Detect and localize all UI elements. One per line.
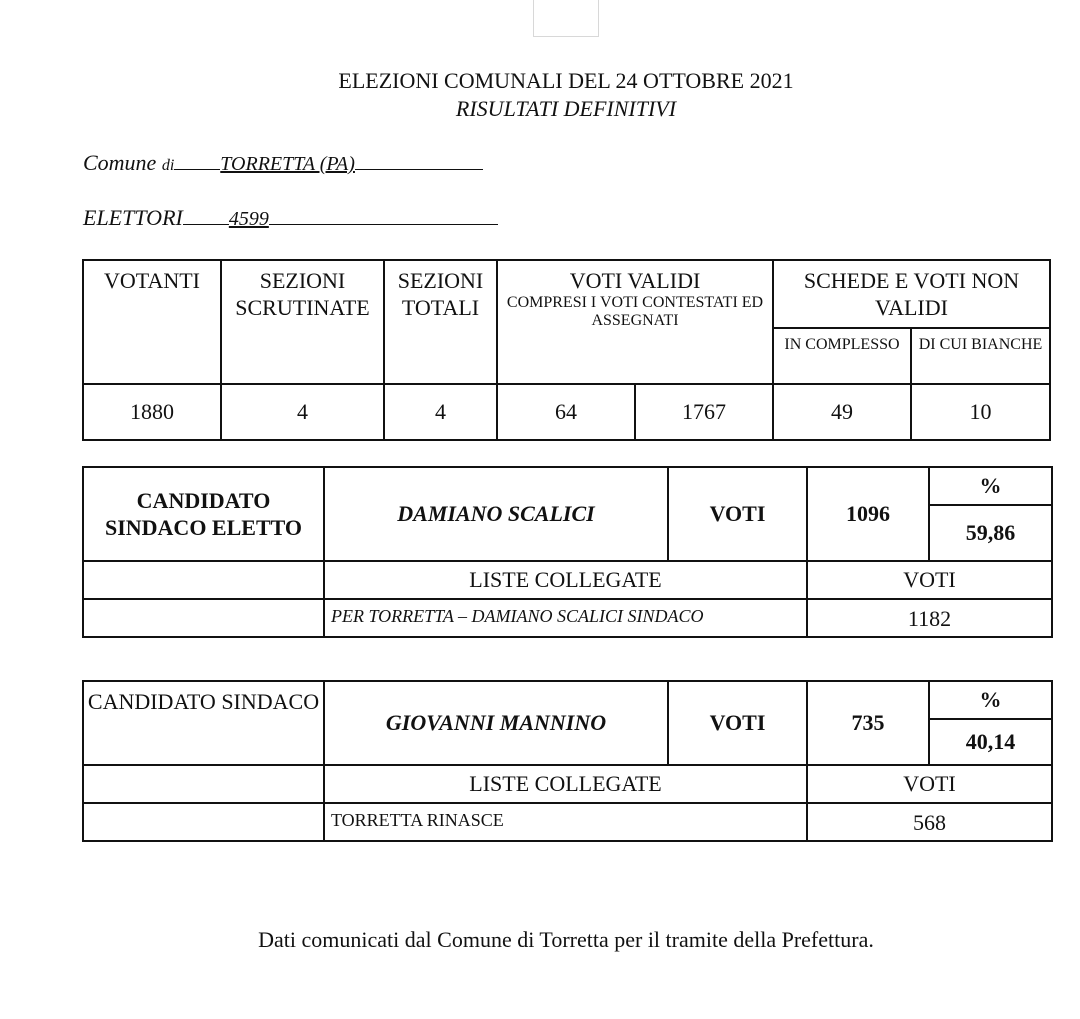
document-subtitle: RISULTATI DEFINITIVI xyxy=(455,96,677,121)
candidate-name: DAMIANO SCALICI xyxy=(324,467,668,561)
voti-validi-note: COMPRESI I VOTI CONTESTATI ED ASSEGNATI xyxy=(506,294,764,329)
voti-validi-title: VOTI VALIDI xyxy=(569,268,701,293)
in-complesso-header: IN COMPLESSO xyxy=(773,328,911,384)
candidate-label: CANDIDATO SINDACO ELETTO xyxy=(83,467,324,561)
comune-value: TORRETTA (PA) xyxy=(220,153,355,175)
liste-voti-header: VOTI xyxy=(807,561,1052,599)
schede-non-validi-header: SCHEDE E VOTI NON VALIDI xyxy=(773,260,1050,328)
candidate-voti-label: VOTI xyxy=(668,467,807,561)
elettori-field xyxy=(83,205,498,231)
candidate-label: CANDIDATO SINDACO xyxy=(83,681,324,765)
candidate-name: GIOVANNI MANNINO xyxy=(324,681,668,765)
liste-collegate-header: LISTE COLLEGATE xyxy=(324,561,807,599)
comune-label: Comune xyxy=(83,150,157,175)
in-complesso-value: 49 xyxy=(773,384,911,440)
candidate-table-1 xyxy=(82,466,1053,638)
voti-validi-value-b: 1767 xyxy=(635,384,773,440)
voti-validi-header xyxy=(497,260,773,384)
percent-value: 59,86 xyxy=(929,505,1052,561)
sezioni-totali-header: SEZIONI TOTALI xyxy=(384,260,497,384)
di-cui-bianche-value: 10 xyxy=(911,384,1050,440)
candidate-table-2 xyxy=(82,680,1053,842)
empty-cell xyxy=(83,599,324,637)
page-tab xyxy=(533,0,599,37)
candidate-votes: 735 xyxy=(807,681,929,765)
comune-di: di xyxy=(161,157,175,174)
percent-label: % xyxy=(929,681,1052,719)
elettori-value: 4599 xyxy=(228,208,269,230)
candidate-votes: 1096 xyxy=(807,467,929,561)
list-votes: 1182 xyxy=(807,599,1052,637)
comune-field xyxy=(83,150,483,176)
percent-value: 40,14 xyxy=(929,719,1052,765)
candidate-voti-label: VOTI xyxy=(668,681,807,765)
liste-collegate-header: LISTE COLLEGATE xyxy=(324,765,807,803)
footer-note: Dati comunicati dal Comune di Torretta per il tramite della Prefettura. xyxy=(258,927,874,952)
empty-cell xyxy=(83,765,324,803)
summary-table xyxy=(82,259,1051,441)
liste-voti-header: VOTI xyxy=(807,765,1052,803)
votanti-value: 1880 xyxy=(83,384,221,440)
percent-label: % xyxy=(929,467,1052,505)
sezioni-scrutinate-header: SEZIONI SCRUTINATE xyxy=(221,260,384,384)
list-name: TORRETTA RINASCE xyxy=(324,803,807,841)
elettori-label: ELETTORI xyxy=(83,205,183,230)
votanti-header: VOTANTI xyxy=(83,260,221,384)
document-title: ELEZIONI COMUNALI DEL 24 OTTOBRE 2021 xyxy=(338,68,794,93)
empty-cell xyxy=(83,561,324,599)
di-cui-bianche-header: DI CUI BIANCHE xyxy=(911,328,1050,384)
empty-cell xyxy=(83,803,324,841)
voti-validi-value-a: 64 xyxy=(497,384,635,440)
list-name: PER TORRETTA – DAMIANO SCALICI SINDACO xyxy=(324,599,807,637)
list-votes: 568 xyxy=(807,803,1052,841)
sezioni-scrutinate-value: 4 xyxy=(221,384,384,440)
sezioni-totali-value: 4 xyxy=(384,384,497,440)
